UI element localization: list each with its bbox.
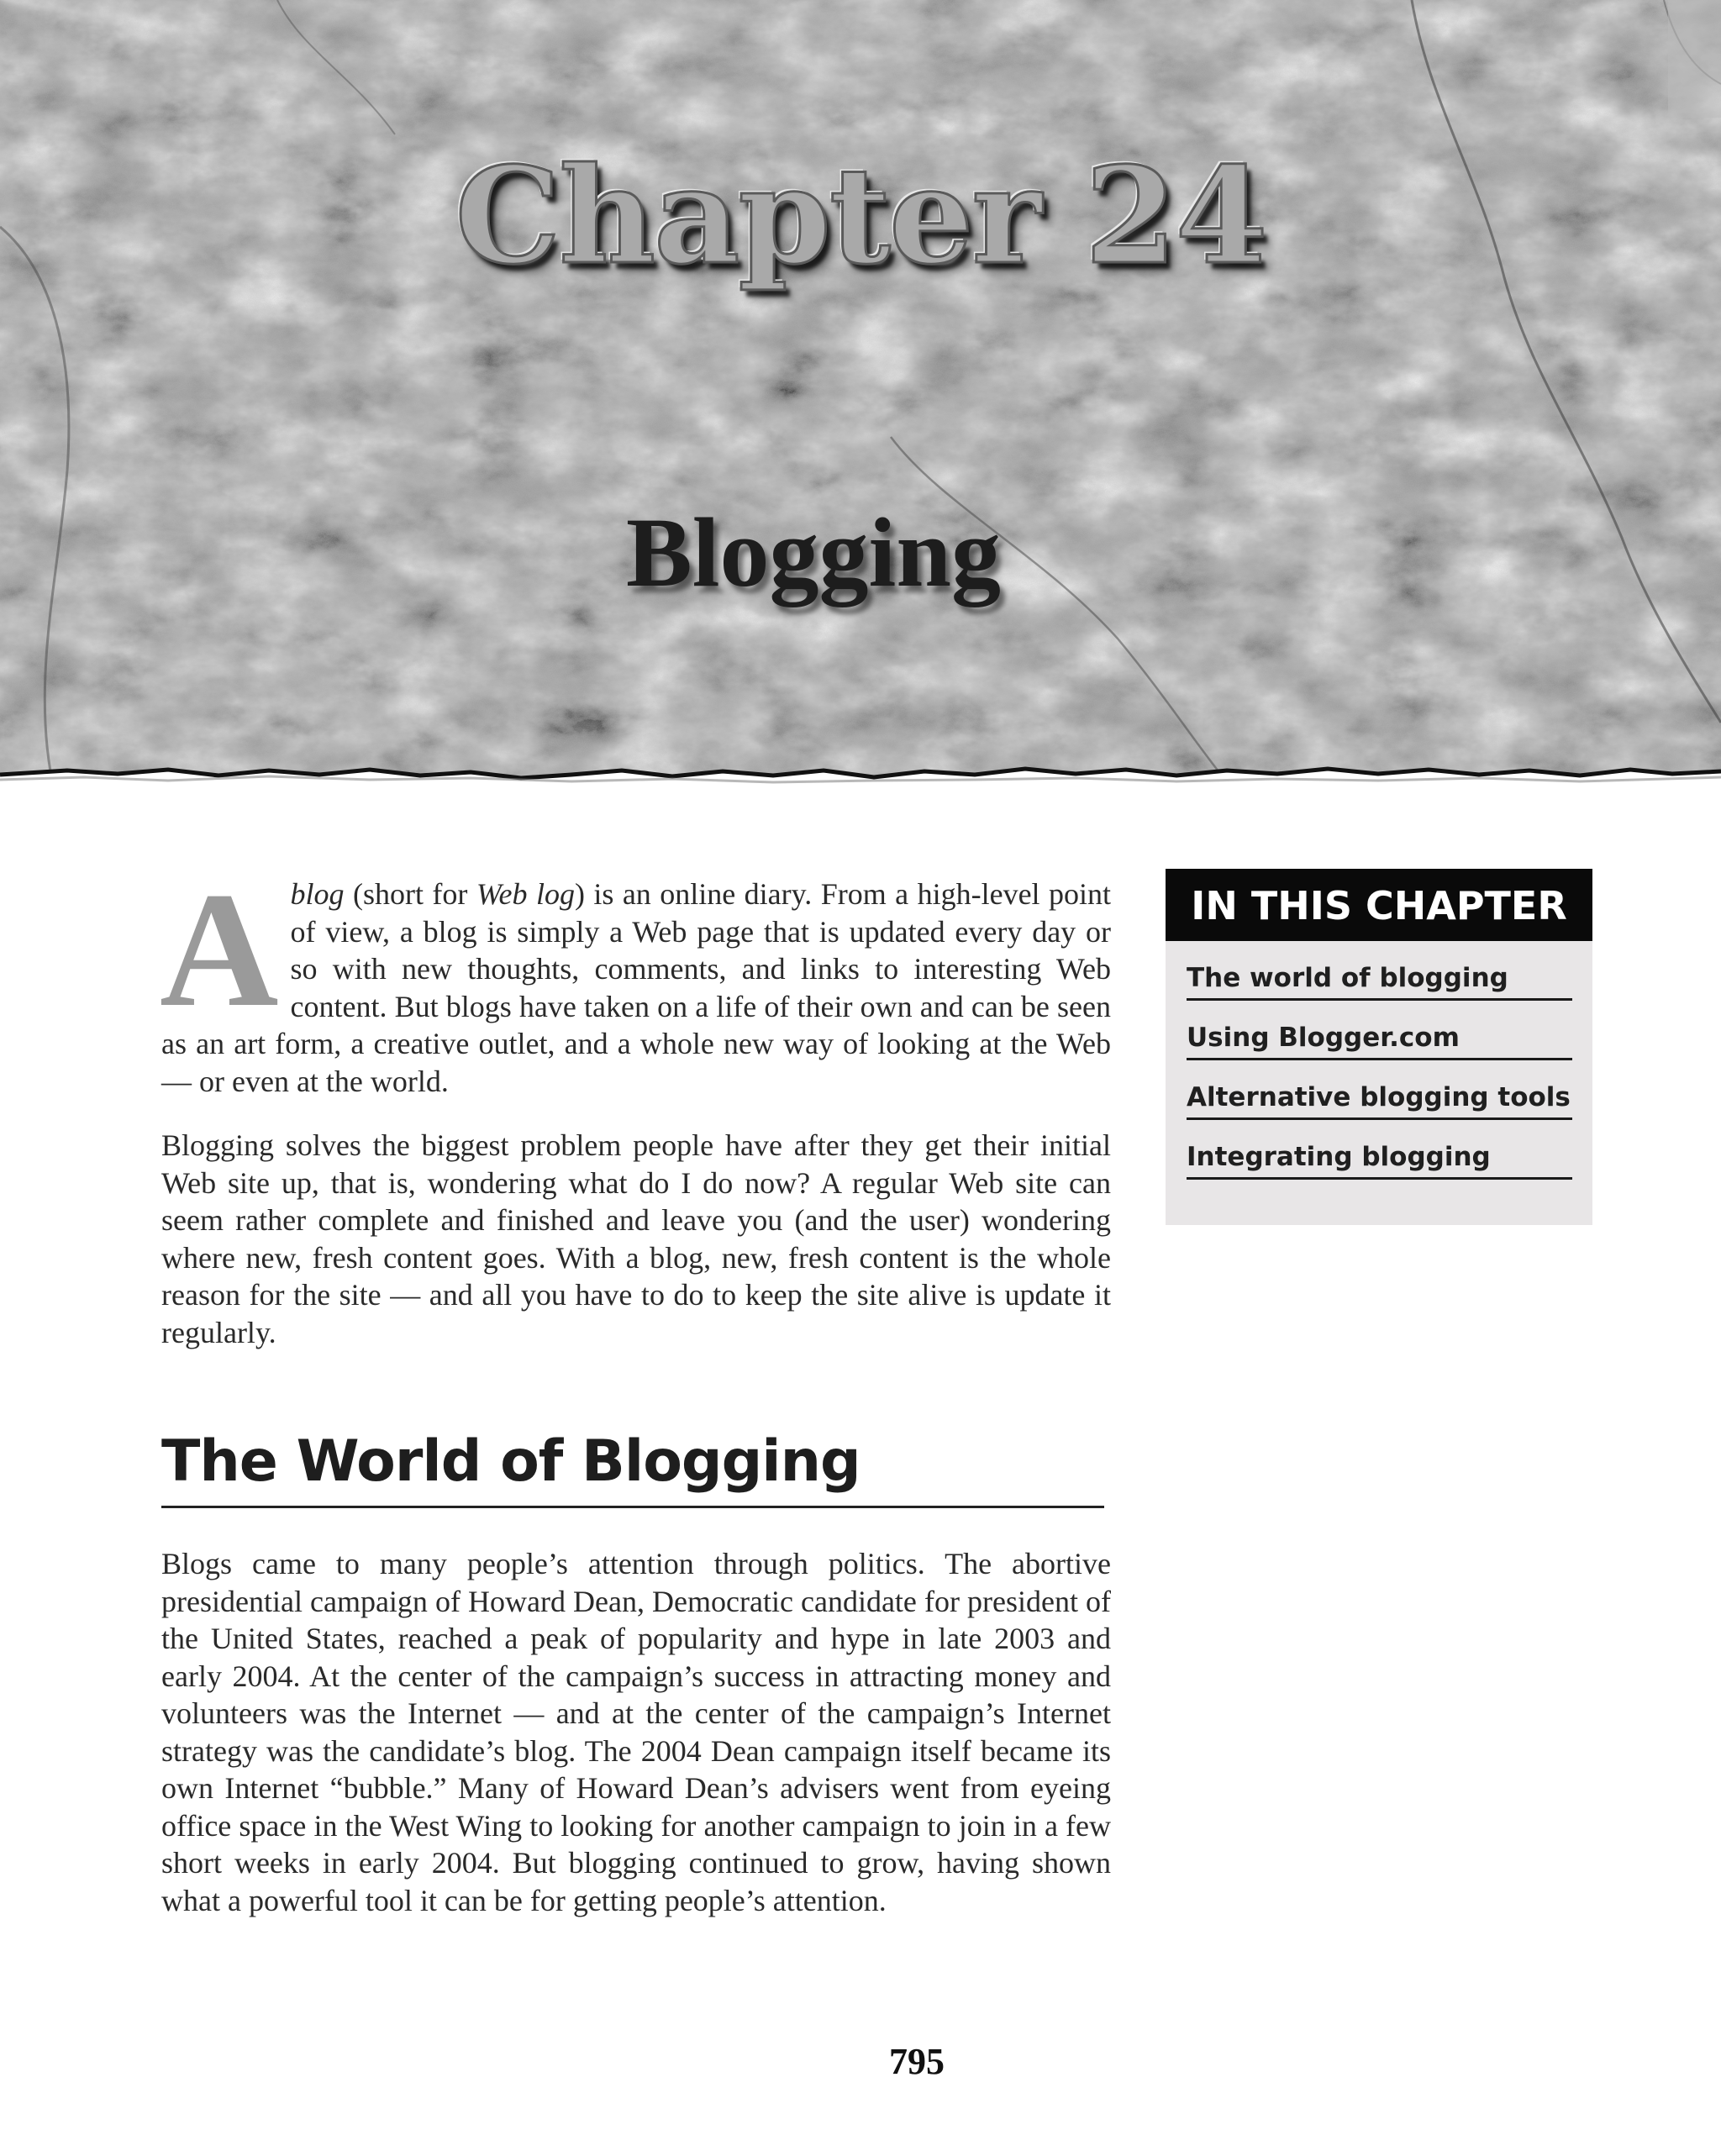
sidebar-item-world-of-blogging: The world of blogging [1187, 941, 1572, 1001]
sidebar-title: IN THIS CHAPTER [1166, 869, 1592, 941]
chapter-header [0, 0, 1721, 807]
sidebar-item-integrating-blogging: Integrating blogging [1187, 1120, 1572, 1180]
section-body [161, 1545, 1111, 1919]
intro-text-1: (short for [344, 877, 476, 911]
intro-term-weblog: Web log [476, 877, 575, 911]
stone-background [0, 0, 1721, 807]
intro-text-2: ) is an online diary. From a high-level point of view, a blog is simply a Web page that is updated every day or so with new thoughts, comments, and links to interesting Web content. But blogs have taken on a life of their own and can be seen as an art form, a creative outlet, and a whole new way of looking at the Web — or even at the world. [161, 877, 1111, 1098]
page-number: 795 [889, 2041, 945, 2082]
intro-term-blog: blog [290, 877, 345, 911]
section-heading: The World of Blogging [161, 1422, 1104, 1508]
sidebar-item-alternative-tools: Alternative blogging tools [1187, 1060, 1572, 1120]
intro-paragraph-2: Blogging solves the biggest problem people have after they get their initial Web site up, that is, wondering what do I do now? A regular Web site can seem rather complete and finished and leave you (and the user) wondering where new, fresh content goes. With a blog, new, fresh content is the whole reason for the site — and all you have to do to keep the site alive is update it regularly. [161, 1128, 1111, 1349]
in-this-chapter-box [1166, 869, 1592, 1225]
intro-text [160, 859, 1111, 1351]
sidebar-item-using-blogger: Using Blogger.com [1187, 1001, 1572, 1060]
drop-cap: A [160, 859, 279, 1041]
section-paragraph: Blogs came to many people’s attention through politics. The abortive presidential campaign of Howard Dean, Democratic candidate for president of the United States, reached a peak of popularity and hype in late 2003 and early 2004. At the center of the campaign’s success in attracting money and volunteers was the Internet — and at the center of the campaign’s Internet strategy was the candidate’s blog. The 2004 Dean campaign itself became its own Internet “bubble.” Many of Howard Dean’s advisers went from eyeing office space in the West Wing to looking for another campaign to join in a few short weeks in early 2004. But blogging continued to grow, having shown what a powerful tool it can be for getting people’s attention. [161, 1547, 1111, 1917]
chapter-label: Chapter 24 [455, 139, 1266, 294]
intro-paragraph-1 [160, 859, 1111, 1100]
chapter-title: Blogging [626, 497, 1001, 607]
